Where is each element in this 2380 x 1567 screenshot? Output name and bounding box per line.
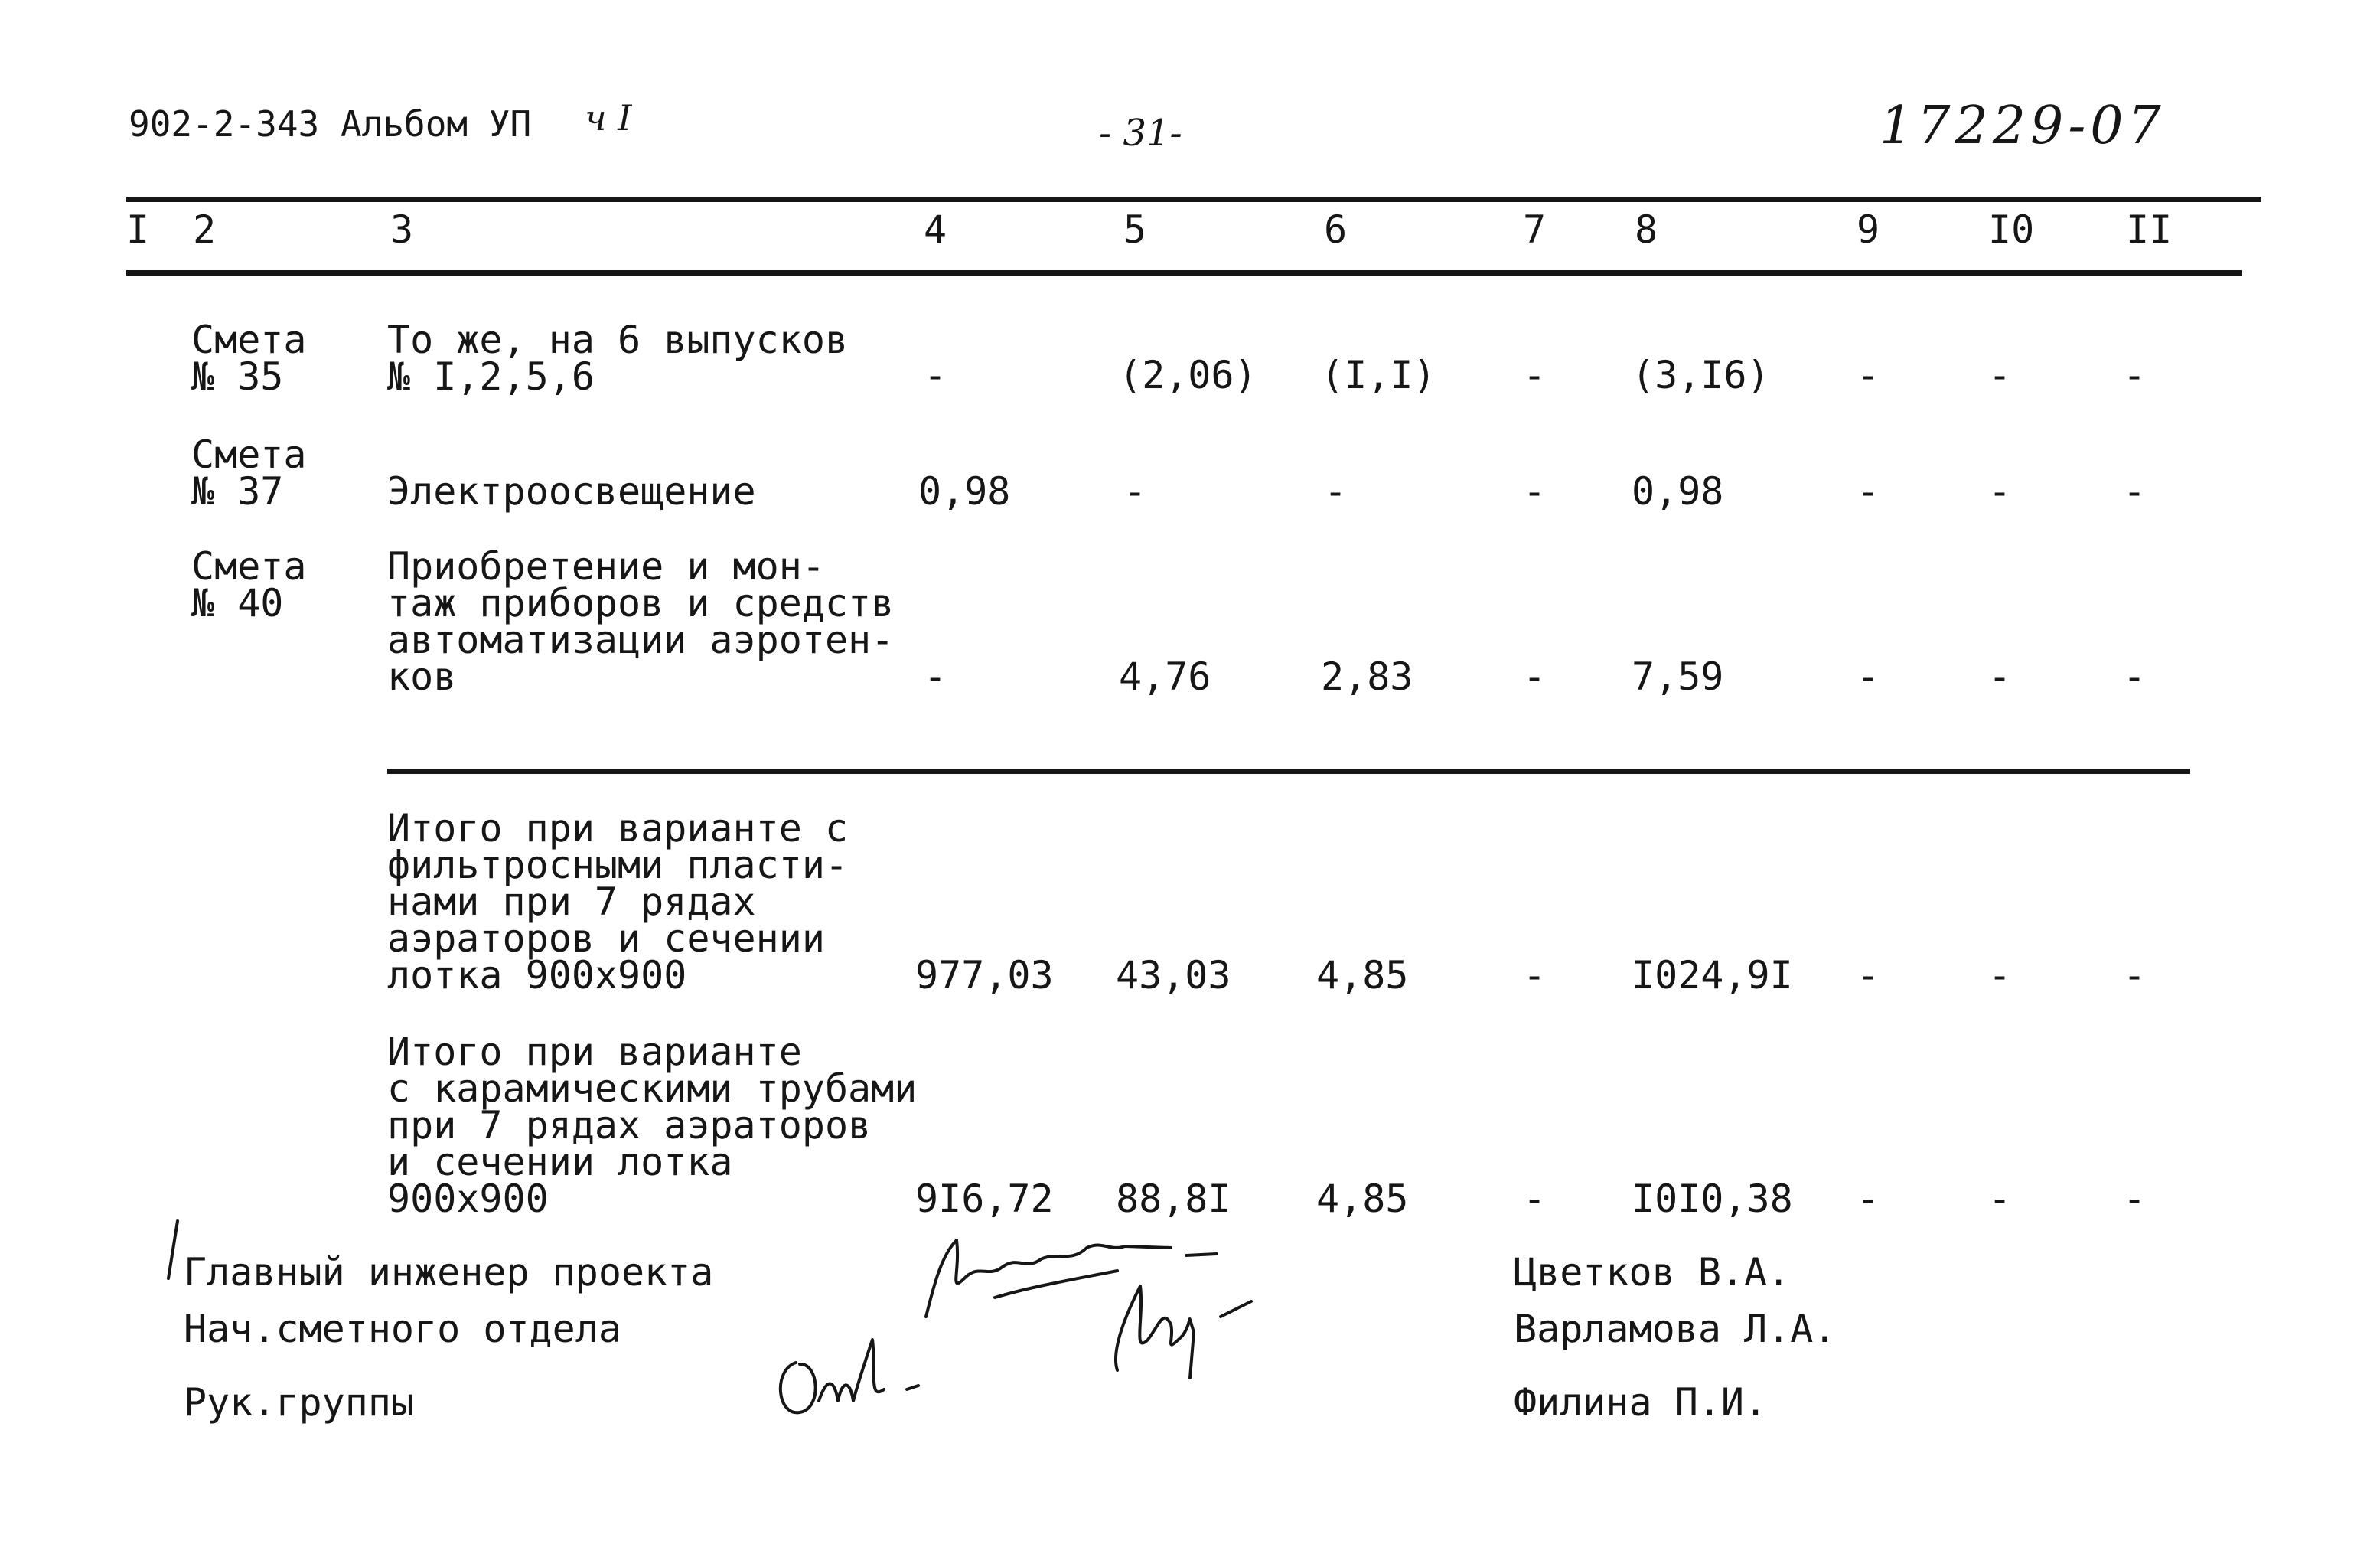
cell-col11: - [2123, 655, 2147, 699]
signature-name: Филина П.И. [1514, 1380, 1768, 1425]
cell-col8: 7,59 [1632, 655, 1724, 699]
column-number: 5 [1123, 207, 1147, 252]
estimate-code: Смета № 37 [191, 433, 307, 514]
handwritten-signature-group-lead [765, 1317, 949, 1432]
cell-col11: - [2123, 353, 2147, 397]
handwritten-tick-mark [161, 1217, 191, 1286]
cell-col9: - [1857, 953, 1880, 997]
signature-role: Нач.сметного отдела [184, 1307, 621, 1351]
cell-col5: - [1123, 469, 1147, 514]
cell-col4: 977,03 [915, 953, 1054, 997]
part-mark: ч I [585, 97, 632, 139]
album-reference: 902-2-343 Альбом УП [129, 103, 532, 145]
cell-col6: 2,83 [1321, 655, 1413, 699]
estimate-code: Смета № 35 [191, 318, 307, 399]
handwritten-signature-estimate-dept [1087, 1271, 1286, 1386]
totals-rule [387, 769, 2190, 774]
cell-col11: - [2123, 1177, 2147, 1221]
cell-col9: - [1857, 1177, 1880, 1221]
cell-col7: - [1523, 655, 1547, 699]
cell-col5: 43,03 [1116, 953, 1231, 997]
cell-col7: - [1523, 1177, 1547, 1221]
column-number: I [126, 207, 150, 252]
document-number: 17229-07 [1880, 96, 2166, 156]
cell-col5: 88,8I [1116, 1177, 1231, 1221]
cell-col8: I0I0,38 [1632, 1177, 1793, 1221]
cell-col8: (3,I6) [1632, 353, 1770, 397]
column-number: 6 [1324, 207, 1348, 252]
cell-col8: I024,9I [1632, 953, 1793, 997]
column-number: 3 [390, 207, 414, 252]
cell-col6: 4,85 [1316, 1177, 1409, 1221]
cell-col4: 0,98 [918, 469, 1011, 514]
cell-col10: - [1988, 353, 2012, 397]
cell-col4: - [924, 655, 947, 699]
row-description: То же, на 6 выпусков № I,2,5,6 [387, 318, 849, 399]
cell-col9: - [1857, 655, 1880, 699]
signature-name: Цветков В.А. [1514, 1250, 1791, 1294]
cell-col7: - [1523, 469, 1547, 514]
column-number: 4 [924, 207, 947, 252]
cell-col4: - [924, 353, 947, 397]
cell-col10: - [1988, 469, 2012, 514]
cell-col8: 0,98 [1632, 469, 1724, 514]
column-number: 7 [1523, 207, 1547, 252]
total-description: Итого при варианте с фильтросными пласти- нами при 7 рядах аэраторов и сечении лотка 900х900 [387, 806, 849, 997]
cell-col7: - [1523, 953, 1547, 997]
column-number: II [2126, 207, 2173, 252]
cell-col5: 4,76 [1119, 655, 1211, 699]
cell-col10: - [1988, 1177, 2012, 1221]
signature-name: Варламова Л.А. [1514, 1307, 1837, 1351]
cell-col6: 4,85 [1316, 953, 1409, 997]
row-description: Приобретение и мон- таж приборов и средств автоматизации аэротен- ков [387, 544, 895, 699]
signature-role: Главный инженер проекта [184, 1250, 714, 1294]
cell-col11: - [2123, 953, 2147, 997]
column-number: 9 [1857, 207, 1880, 252]
signature-role: Рук.группы [184, 1380, 415, 1425]
cell-col9: - [1857, 353, 1880, 397]
column-number: I0 [1988, 207, 2035, 252]
estimate-code: Смета № 40 [191, 544, 307, 625]
cell-col6: (I,I) [1321, 353, 1436, 397]
cell-col6: - [1324, 469, 1348, 514]
top-rule [126, 197, 2261, 202]
total-description: Итого при варианте с карамическими трубами при 7 рядах аэраторов и сечении лотка 900х900 [387, 1030, 918, 1221]
row-description: Электроосвещение [387, 469, 756, 514]
cell-col9: - [1857, 469, 1880, 514]
cell-col10: - [1988, 953, 2012, 997]
column-number: 8 [1635, 207, 1658, 252]
cell-col10: - [1988, 655, 2012, 699]
header-bottom-rule [126, 270, 2242, 276]
cell-col4: 9I6,72 [915, 1177, 1054, 1221]
column-number: 2 [193, 207, 217, 252]
cell-col5: (2,06) [1119, 353, 1257, 397]
cell-col7: - [1523, 353, 1547, 397]
cell-col11: - [2123, 469, 2147, 514]
page-number: - 31- [1099, 112, 1182, 155]
